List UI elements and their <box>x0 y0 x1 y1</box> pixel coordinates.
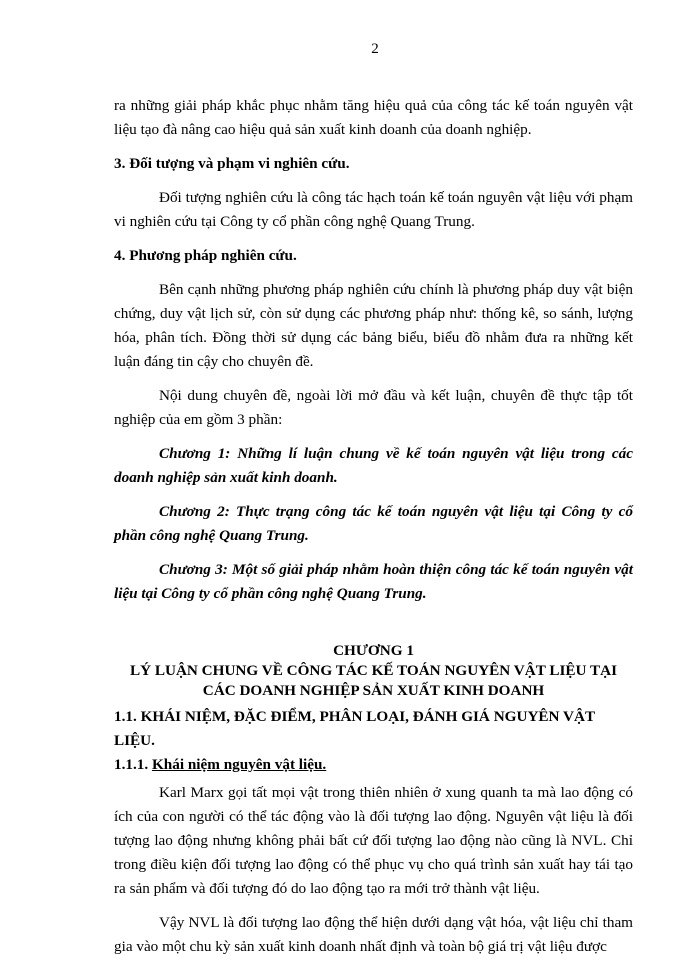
chapter-list-item-3: Chương 3: Một số giải pháp nhằm hoàn thiện công tác kế toán nguyên vật liệu tại Công ty cổ phần công nghệ Quang Trung. <box>114 561 633 602</box>
section-1-1-1-paragraph-1: Karl Marx gọi tất mọi vật trong thiên nhiên ở xung quanh ta mà lao động có ích của con người có thể tác động vào là đối tượng lao động. Nguyên vật liệu là đối tượng lao động nhưng không phải bất cứ đối tượng lao động nào cũng là NVL. Chỉ trong điều kiện đối tượng lao động có thể phục vụ cho quá trình sản xuất hay tái tạo ra sản phẩm và đối tượng đó do lao động tạo ra mới trở thành vật liệu. <box>114 784 633 897</box>
section-1-1-1-number: 1.1.1. <box>114 756 149 773</box>
section-3-heading: 3. Đối tượng và phạm vi nghiên cứu. <box>114 155 350 172</box>
section-4-body-1: Bên cạnh những phương pháp nghiên cứu chính là phương pháp duy vật biện chứng, duy vật lịch sử, còn sử dụng các phương pháp như: thống kê, so sánh, lượng hóa, phân tích. Đồng thời sử dụng các bảng biểu, biểu đồ nhằm đưa ra những kết luận đáng tin cậy cho chuyên đề. <box>114 281 633 370</box>
section-4-heading: 4. Phương pháp nghiên cứu. <box>114 247 297 264</box>
chapter-1-title-line-2: CÁC DOANH NGHIỆP SẢN XUẤT KINH DOANH <box>202 682 545 699</box>
chapter-1-title-block <box>114 641 633 701</box>
page-number: 2 <box>371 41 379 57</box>
section-1-1-1-title: Khái niệm nguyên vật liệu. <box>151 756 327 773</box>
intro-continuation-paragraph: ra những giải pháp khắc phục nhằm tăng hiệu quả của công tác kế toán nguyên vật liệu tạo đà nâng cao hiệu quả sản xuất kinh doanh của doanh nghiệp. <box>114 97 633 138</box>
chapter-1-title-line-1: LÝ LUẬN CHUNG VỀ CÔNG TÁC KẾ TOÁN NGUYÊN VẬT LIỆU TẠI <box>129 662 618 679</box>
section-4-body-2: Nội dung chuyên đề, ngoài lời mở đầu và kết luận, chuyên đề thực tập tốt nghiệp của em gồm 3 phần: <box>114 387 633 428</box>
document-body <box>114 94 633 969</box>
section-1-1-1-paragraph-2: Vậy NVL là đối tượng lao động thể hiện dưới dạng vật hóa, vật liệu chỉ tham gia vào một chu kỳ sản xuất kinh doanh nhất định và toàn bộ giá trị vật liệu được <box>114 914 633 955</box>
chapter-1-label: CHƯƠNG 1 <box>333 642 414 659</box>
chapter-list-item-1: Chương 1: Những lí luận chung về kế toán nguyên vật liệu trong các doanh nghiệp sản xuất kinh doanh. <box>114 445 633 486</box>
section-3-body: Đối tượng nghiên cứu là công tác hạch toán kế toán nguyên vật liệu với phạm vi nghiên cứu tại Công ty cổ phần công nghệ Quang Trung. <box>114 189 633 230</box>
section-1-1-heading: 1.1. KHÁI NIỆM, ĐẶC ĐIỂM, PHÂN LOẠI, ĐÁNH GIÁ NGUYÊN VẬT LIỆU. <box>114 708 595 749</box>
section-1-1-1-heading <box>114 753 633 777</box>
chapter-list-item-2: Chương 2: Thực trạng công tác kế toán nguyên vật liệu tại Công ty cổ phần công nghệ Quang Trung. <box>114 503 633 544</box>
